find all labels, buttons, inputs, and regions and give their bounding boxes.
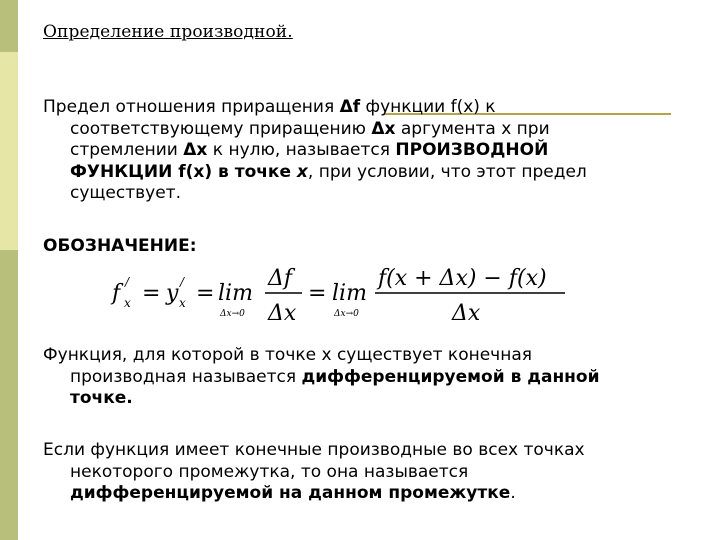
differentiable-point-paragraph [43,345,600,410]
diff-point-line-1: Функция, для которой в точке x существует конечная [43,345,532,365]
formula-denominator-1: Δx [268,301,297,326]
definition-line-2: соответствующему приращению Δx аргумента x при [70,118,550,139]
formula-lim-sub-1: Δx→0 [220,309,245,319]
diff-point-line-3: точке. [70,388,133,408]
formula-f: f [112,281,121,306]
diff-interval-line-2: некоторого промежутка, то она называется [70,461,469,482]
formula-sub-1: x [124,296,131,310]
definition-line-3: стремлении Δx к нулю, называется ПРОИЗВОДНОЙ [70,140,549,160]
formula-eq-2: = [196,281,215,306]
formula-lim-2: lim [332,281,367,306]
differentiable-interval-paragraph [43,440,585,505]
definition-line-1: Предел отношения приращения Δf функции f(x) к [43,97,496,117]
definition-line-5: существует. [70,183,181,203]
diff-interval-line-1: Если функция имеет конечные производные во всех точках [43,440,585,460]
formula-sub-2: x [179,296,186,310]
formula-lim-sub-2: Δx→0 [334,309,359,319]
diff-point-line-2: производная называется дифференцируемой в данной [70,366,600,387]
formula-eq-1: = [142,281,161,306]
formula-lim-1: lim [218,281,253,306]
formula-denominator-2: Δx [452,301,481,326]
definition-paragraph [43,97,587,205]
derivative-formula [110,258,580,330]
definition-line-4: ФУНКЦИИ f(x) в точке x, при условии, что этот предел [70,161,587,182]
formula-prime-2: / [180,275,185,289]
formula-prime-1: / [125,275,130,289]
formula-numerator-1: Δf [268,266,293,291]
formula-eq-3: = [308,281,327,306]
notation-heading: ОБОЗНАЧЕНИЕ: [43,236,197,256]
formula-y: y [166,281,179,306]
diff-interval-line-3: дифференцируемой на данном промежутке. [70,483,516,503]
decorative-sidebar-highlight [0,52,18,250]
page-title: Определение производной. [43,22,293,42]
formula-numerator-2: f(x + Δx) − f(x) [378,266,547,291]
